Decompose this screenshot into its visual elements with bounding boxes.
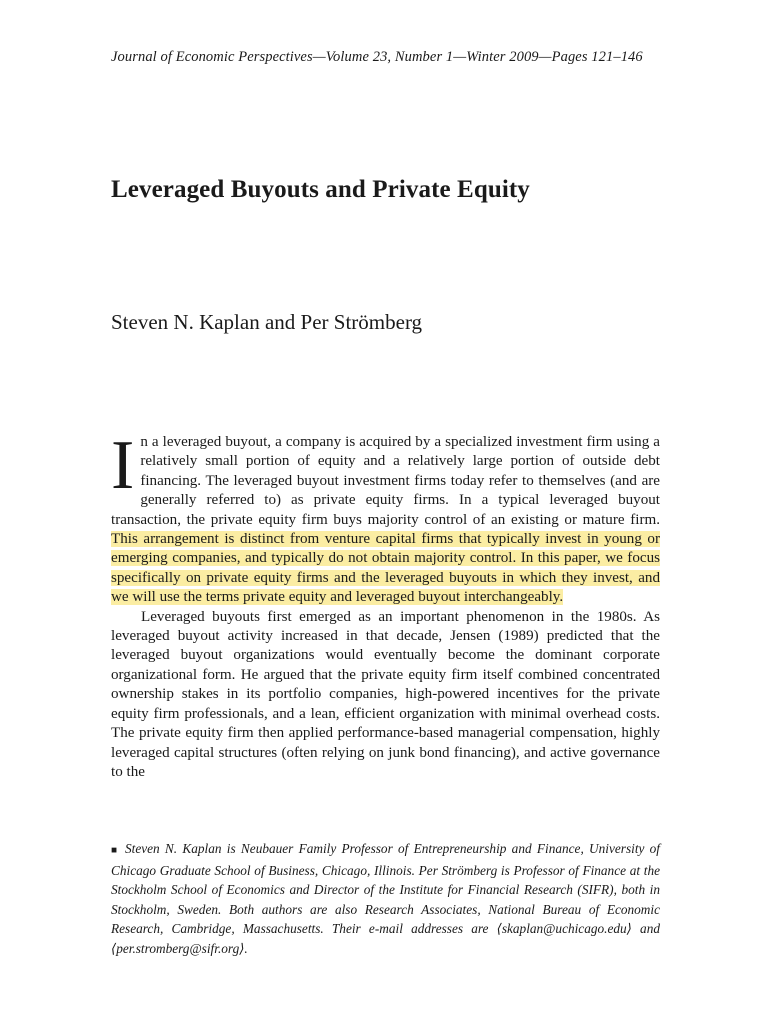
paragraph-2: Leveraged buyouts first emerged as an important phenomenon in the 1980s. As leveraged buyout activity increased in that decade, Jensen (1989) predicted that the leveraged buyout organizations would eventually become the dominant corporate organizational form. He argued that the private equity firm itself combined concentrated ownership stakes in its portfolio companies, high-powered incentives for the private equity firm professionals, and a lean, efficient organization with minimal overhead costs. The private equity firm then applied performance-based managerial compensation, highly leveraged capital structures (often relying on junk bond financing), and active governance to the xyxy=(111,608,660,780)
article-title: Leveraged Buyouts and Private Equity xyxy=(111,176,530,203)
article-body xyxy=(111,427,660,782)
author-footnote xyxy=(111,839,660,959)
paragraph-1-lead: n a leveraged buyout, a company is acquired by a specialized investment firm using a relatively small portion of equity and a relatively large portion of outside debt financing. The leveraged buyout investment firms today refer to themselves (and are generally referred to) as private equity firms. In a typical leveraged buyout transaction, the private equity firm buys majority control of an existing or mature firm. xyxy=(111,434,660,528)
footnote-text: Steven N. Kaplan is Neubauer Family Professor of Entrepreneurship and Finance, University of Chicago Graduate School of Business, Chicago, Illinois. Per Strömberg is Professor of Finance at the Stockholm School of Economics and Director of the Institute for Financial Research (SIFR), both in Stockholm, Sweden. Both authors are also Research Associates, National Bureau of Economic Research, Cambridge, Massachusetts. Their e-mail addresses are ⟨skaplan@uchicago.edu⟩ and ⟨per.stromberg@sifr.org⟩. xyxy=(111,841,661,956)
paragraph-1 xyxy=(111,427,660,608)
running-head: Journal of Economic Perspectives—Volume 23, Number 1—Winter 2009—Pages 121–146 xyxy=(111,49,643,65)
drop-cap: I xyxy=(111,427,135,504)
highlighted-passage[interactable]: This arrangement is distinct from venture capital firms that typically invest in young or emerging companies, and typically do not obtain majority control. In this paper, we focus specifically on private equity firms and the leveraged buyouts in which they invest, and we will use the terms private equity and leveraged buyout interchangeably. xyxy=(111,531,660,606)
footnote-bullet-icon: ■ xyxy=(111,845,119,856)
author-line: Steven N. Kaplan and Per Strömberg xyxy=(111,310,423,334)
